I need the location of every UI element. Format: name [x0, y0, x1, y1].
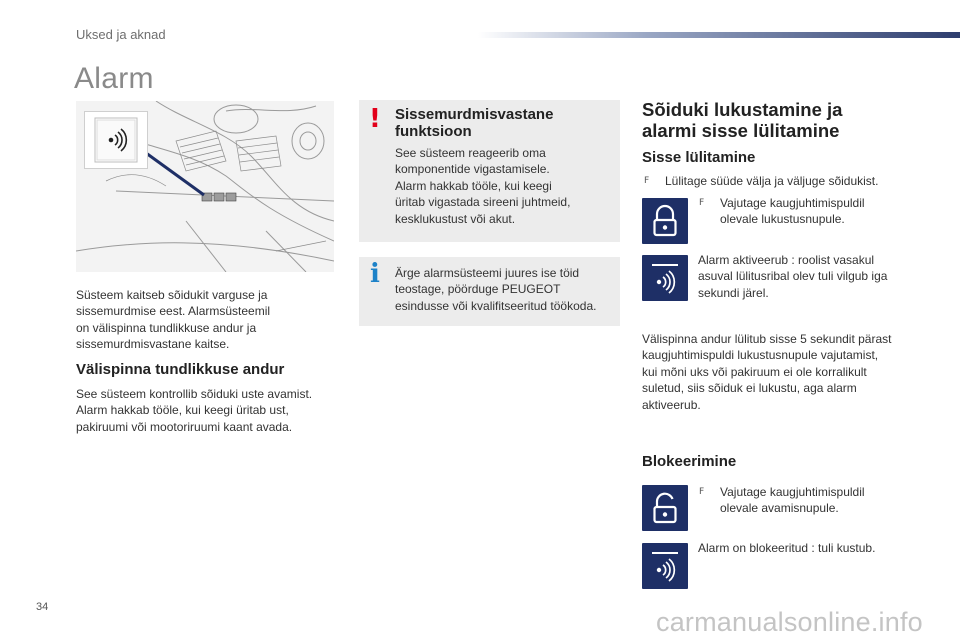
section-label: Uksed ja aknad — [76, 27, 166, 42]
sensor-activation-note — [642, 331, 891, 413]
locking-heading — [642, 99, 842, 141]
text-line: Vajutage kaugjuhtimispuldil — [720, 485, 865, 499]
alarm-led-off-illustration — [642, 543, 688, 589]
text-line: olevale lukustusnupule. — [720, 212, 845, 227]
lock-open-icon — [642, 485, 688, 531]
text-line: sissemurdmisvastane kaitse. — [76, 337, 230, 352]
sensor-paragraph — [76, 386, 312, 435]
heading-line: Sõiduki lukustamine ja — [642, 99, 843, 120]
alarm-switch-inset — [84, 111, 148, 169]
page-title: Alarm — [74, 62, 154, 95]
text-line: teostage, pöörduge PEUGEOT — [395, 282, 561, 297]
text-line: aktiveerub. — [642, 397, 701, 412]
deactivation-heading: Blokeerimine — [642, 453, 737, 470]
heading-line: alarmi sisse lülitamine — [642, 120, 840, 141]
remote-lock-button-illustration — [642, 198, 688, 244]
sensor-heading: Välispinna tundlikkuse andur — [76, 361, 285, 378]
text-line: esindusse või kvalifitseeritud töökoda. — [395, 298, 597, 313]
text-line: üritab vigastada sireeni juhtmeid, — [395, 195, 571, 210]
text-line: Välispinna andur lülitub sisse 5 sekundit pärast — [642, 332, 892, 346]
anti-intrusion-heading — [395, 106, 553, 140]
text-line: sissemurdmise eest. Alarmsüsteemil — [76, 304, 271, 319]
remote-unlock-button-illustration — [642, 485, 688, 531]
text-line: asuval lülitusribal olev tuli vilgub iga — [698, 269, 888, 284]
text-line: kaugjuhtimispuldi lukustusnupule vajutamist, — [642, 348, 879, 363]
text-line: kui mõni uks või pakiruum ei ole korralikult — [642, 364, 867, 379]
text-line: Ärge alarmsüsteemi juures ise töid — [395, 266, 580, 280]
header-gradient-bar — [478, 32, 960, 38]
activation-heading: Sisse lülitamine — [642, 149, 756, 166]
text-line: pakiruumi või mootoriruumi kaant avada. — [76, 419, 293, 434]
step-press-lock — [720, 195, 865, 228]
page-number: 34 — [36, 601, 49, 613]
text-line: See süsteem kontrollib sõiduki uste avamist. — [76, 387, 313, 401]
watermark: carmanualsonline.info — [656, 607, 923, 637]
text-line: Süsteem kaitseb sõidukit varguse ja — [76, 288, 268, 302]
text-line: sekundi järel. — [698, 285, 769, 300]
deactivation-note: Alarm on blokeeritud : tuli kustub. — [698, 541, 876, 555]
text-line: Alarm hakkab tööle, kui keegi üritab ust, — [76, 403, 289, 418]
alarm-led-icon — [642, 543, 688, 589]
bullet-marker: F — [699, 487, 705, 497]
heading-line: Sissemurdmisvastane — [395, 106, 554, 123]
alarm-led-icon — [642, 255, 688, 301]
activation-note — [698, 252, 887, 301]
anti-intrusion-paragraph — [395, 145, 570, 227]
text-line: suletud, siis sõiduk ei lukustu, aga alarm — [642, 381, 857, 396]
intro-paragraph — [76, 287, 270, 353]
text-line: Vajutage kaugjuhtimispuldil — [720, 196, 865, 210]
lock-closed-icon — [642, 198, 688, 244]
bullet-marker: F — [644, 176, 650, 186]
heading-line: funktsioon — [395, 123, 472, 140]
info-icon: i — [370, 259, 380, 289]
text-line: Alarm aktiveerub : roolist vasakul — [698, 253, 875, 267]
text-line: Alarm hakkab tööle, kui keegi — [395, 178, 552, 193]
text-line: komponentide vigastamisele. — [395, 162, 550, 177]
alarm-led-icon — [85, 112, 147, 168]
warning-icon: ! — [369, 104, 381, 134]
step-press-unlock — [720, 484, 865, 517]
text-line: kesklukustust või akut. — [395, 211, 516, 226]
text-line: olevale avamisnupule. — [720, 501, 839, 516]
alarm-led-illustration — [642, 255, 688, 301]
info-paragraph — [395, 265, 596, 314]
text-line: on välispinna tundlikkuse andur ja — [76, 320, 257, 335]
step-switch-off: Lülitage süüde välja ja väljuge sõidukist. — [665, 174, 879, 188]
text-line: See süsteem reageerib oma — [395, 146, 546, 160]
bullet-marker: F — [699, 198, 705, 208]
